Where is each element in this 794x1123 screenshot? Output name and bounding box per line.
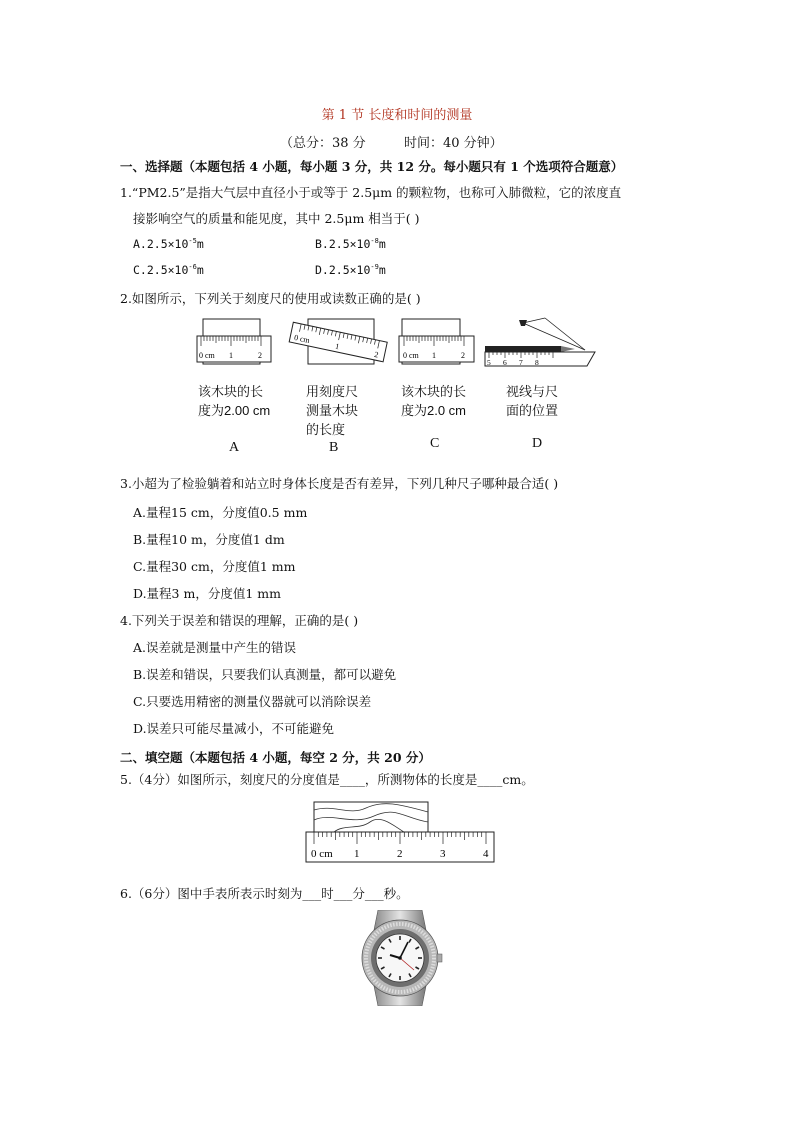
q4-option-c: C.只要选用精密的测量仪器就可以消除误差 bbox=[133, 694, 372, 709]
section-2-heading: 二、填空题（本题包括 4 小题，每空 2 分，共 20 分） bbox=[120, 750, 431, 765]
q2-caption-d: 视线与尺 面的位置 bbox=[506, 384, 559, 418]
eye-icon bbox=[519, 320, 527, 326]
wristwatch-image bbox=[356, 910, 444, 1006]
q2-stem: 2.如图所示，下列关于刻度尺的使用或读数正确的是( ) bbox=[120, 291, 421, 306]
q3-option-b: B.量程10 m，分度值1 dm bbox=[133, 532, 285, 547]
q1-option-c: $C.2.5\times 10^{-6}m$ bbox=[133, 263, 204, 277]
q2-label-b: B bbox=[329, 440, 339, 455]
q2-caption-a: 该木块的长 度为2.00 cm bbox=[198, 384, 271, 418]
q2-label-c: C bbox=[430, 436, 440, 451]
q5-ruler-figure bbox=[304, 800, 496, 864]
watch-crown bbox=[437, 954, 442, 962]
q2-b-tick-1: 1 bbox=[334, 341, 341, 352]
q5-tick-2: 2 bbox=[397, 848, 403, 860]
q5-tick-1: 1 bbox=[354, 848, 360, 860]
q2-d-tick-5: 5 bbox=[487, 358, 491, 367]
q1-option-a: $A.2.5\times 10^{-5}m$ bbox=[133, 237, 204, 251]
q2-c-tick-0: 0 cm bbox=[403, 351, 419, 360]
q2-a-tick-2: 2 bbox=[258, 351, 262, 360]
q4-option-d: D.误差只可能尽量减小，不可能避免 bbox=[133, 721, 335, 736]
q2-d-tick-7: 7 bbox=[519, 358, 523, 367]
q6-stem: 6.（6分）图中手表所表示时刻为___时___分___秒。 bbox=[120, 886, 409, 901]
q2-d-tick-8: 8 bbox=[535, 358, 539, 367]
q2-label-d: D bbox=[532, 436, 543, 451]
q3-option-a: A.量程15 cm，分度值0.5 mm bbox=[133, 505, 308, 520]
q2-figure-b-ruler bbox=[288, 318, 388, 366]
q5-tick-4: 4 bbox=[483, 848, 489, 860]
q1-option-d: $D.2.5\times 10^{-9}m$ bbox=[315, 263, 386, 277]
total-score: （总分：38 分 bbox=[280, 136, 366, 151]
q3-option-d: D.量程3 m，分度值1 mm bbox=[133, 586, 281, 601]
q2-caption-c: 该木块的长 度为2.0 cm bbox=[401, 384, 467, 418]
exam-time: 时间：40 分钟） bbox=[404, 136, 503, 151]
q2-c-tick-2: 2 bbox=[461, 351, 465, 360]
q2-label-a: A bbox=[229, 440, 240, 455]
q5-tick-0: 0 cm bbox=[311, 848, 333, 860]
q2-b-tick-0: 0 cm bbox=[293, 332, 311, 345]
q2-figure-a-ruler bbox=[196, 318, 272, 366]
q3-stem: 3.小超为了检验躺着和站立时身体长度是否有差异，下列几种尺子哪种最合适( ) bbox=[120, 476, 559, 491]
q4-option-a: A.误差就是测量中产生的错误 bbox=[133, 640, 297, 655]
q2-a-tick-1: 1 bbox=[229, 351, 233, 360]
q5-tick-3: 3 bbox=[440, 848, 446, 860]
q5-stem: 5.（4分）如图所示，刻度尺的分度值是____，所测物体的长度是____cm。 bbox=[120, 772, 534, 787]
q2-figure-d-ruler bbox=[483, 316, 601, 370]
q1-option-b: $B.2.5\times 10^{-8}m$ bbox=[315, 237, 386, 251]
q1-stem-line2: 接影响空气的质量和能见度，其中 2.5μm 相当于( ) bbox=[133, 211, 420, 226]
q2-figure-c-ruler bbox=[398, 318, 476, 366]
section-1-heading: 一、选择题（本题包括 4 小题，每小题 3 分，共 12 分。每小题只有 1 个选项符合题意） bbox=[120, 159, 624, 174]
q4-option-b: B.误差和错误，只要我们认真测量，都可以避免 bbox=[133, 667, 397, 682]
q4-stem: 4.下列关于误差和错误的理解，正确的是( ) bbox=[120, 613, 359, 628]
q2-d-tick-6: 6 bbox=[503, 358, 507, 367]
q2-c-tick-1: 1 bbox=[432, 351, 436, 360]
q2-b-tick-2: 2 bbox=[373, 349, 380, 360]
q2-caption-b: 用刻度尺 测量木块 的长度 bbox=[306, 384, 359, 437]
q1-stem-line1: 1.“PM2.5”是指大气层中直径小于或等于 2.5μm 的颗粒物，也称可入肺微粒，它的浓度直 bbox=[120, 185, 622, 200]
q2-a-tick-0: 0 cm bbox=[199, 351, 215, 360]
q3-option-c: C.量程30 cm，分度值1 mm bbox=[133, 559, 296, 574]
page-title: 第 1 节 长度和时间的测量 bbox=[321, 108, 473, 123]
